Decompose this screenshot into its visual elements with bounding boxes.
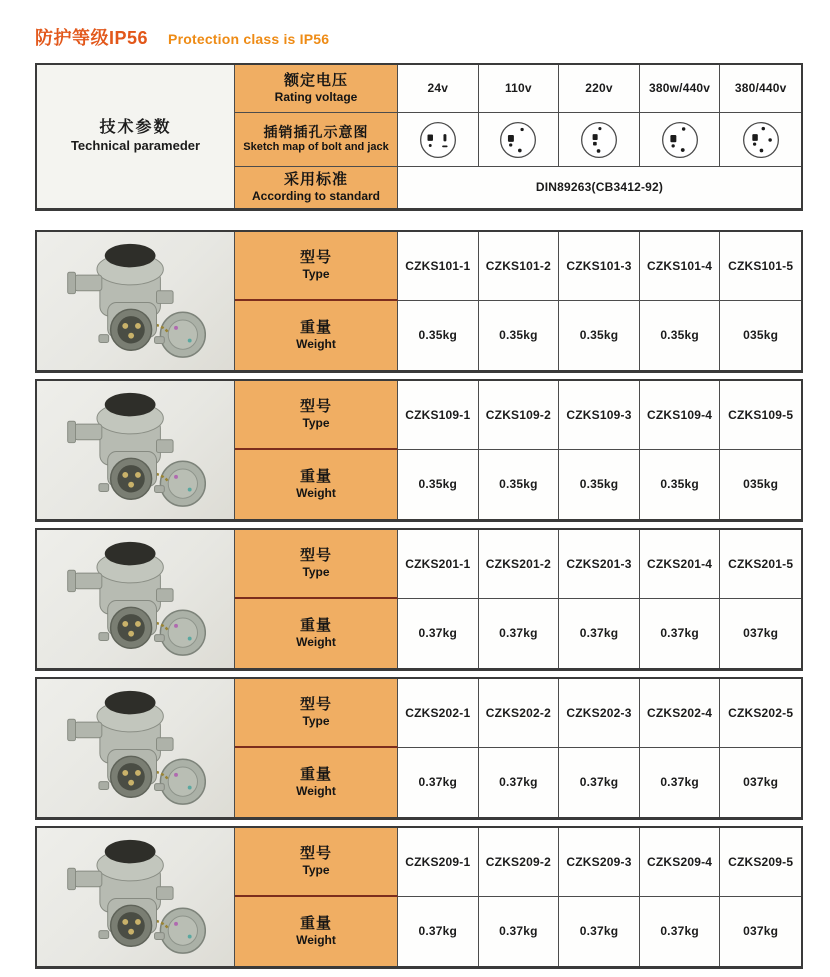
- model-cell: CZKS101-5: [720, 232, 801, 301]
- model-cell: CZKS209-1: [398, 828, 479, 897]
- type-label-zh: 型号: [299, 546, 332, 564]
- weight-cell: 0.37kg: [559, 897, 640, 966]
- socket-sketch-110v-icon: [497, 119, 539, 161]
- weight-cell: 0.35kg: [559, 301, 640, 370]
- standard-label-cell: [235, 167, 398, 208]
- product-photo-cell: [37, 679, 235, 817]
- product-photo-cell: [37, 381, 235, 519]
- weight-label-cell: [235, 599, 398, 668]
- type-label-zh: 型号: [299, 695, 332, 713]
- sketch-cell: [479, 113, 560, 167]
- weight-cell: 035kg: [720, 301, 801, 370]
- standard-label-zh: 采用标准: [283, 170, 348, 188]
- weight-cell: 0.35kg: [640, 301, 721, 370]
- weight-cell: 037kg: [720, 599, 801, 668]
- model-cell: CZKS202-1: [398, 679, 479, 748]
- model-cell: CZKS101-2: [479, 232, 560, 301]
- weight-cell: 0.35kg: [479, 450, 560, 519]
- weight-cell: 0.35kg: [398, 450, 479, 519]
- weight-cell: 0.37kg: [398, 599, 479, 668]
- model-cell: CZKS109-5: [720, 381, 801, 450]
- type-label-en: Type: [302, 714, 330, 729]
- weight-cell: 035kg: [720, 450, 801, 519]
- weight-cell: 0.37kg: [559, 599, 640, 668]
- voltage-cell: 380/440v: [720, 65, 801, 113]
- weight-label-en: Weight: [296, 635, 336, 650]
- technical-parameter-cell: [37, 65, 235, 208]
- type-label-zh: 型号: [299, 248, 332, 266]
- sketch-map-label-cell: [235, 113, 398, 167]
- weight-cell: 037kg: [720, 748, 801, 817]
- type-label-zh: 型号: [299, 397, 332, 415]
- type-label-zh: 型号: [299, 844, 332, 862]
- rating-voltage-label-en: Rating voltage: [274, 90, 358, 105]
- sketch-cell: [720, 113, 801, 167]
- socket-sketch-380w440v-icon: [659, 119, 701, 161]
- type-label-en: Type: [302, 863, 330, 878]
- sketch-map-label-zh: 插销插孔示意图: [263, 123, 369, 140]
- model-cell: CZKS202-5: [720, 679, 801, 748]
- weight-label-cell: [235, 748, 398, 817]
- page-title: [35, 24, 830, 50]
- sketch-cell: [398, 113, 479, 167]
- model-cell: CZKS109-1: [398, 381, 479, 450]
- product-photo-cell: [37, 828, 235, 966]
- technical-parameter-label-en: Technical parameder: [70, 138, 201, 154]
- technical-parameter-label-zh: 技术参数: [99, 119, 172, 137]
- weight-cell: 0.35kg: [479, 301, 560, 370]
- socket-sketch-220v-icon: [578, 119, 620, 161]
- weight-cell: 0.35kg: [559, 450, 640, 519]
- weight-label-en: Weight: [296, 933, 336, 948]
- model-cell: CZKS109-4: [640, 381, 721, 450]
- weight-label-en: Weight: [296, 486, 336, 501]
- weight-cell: 037kg: [720, 897, 801, 966]
- explosion-proof-plug-photo: [50, 836, 222, 958]
- weight-label-cell: [235, 301, 398, 370]
- type-label-cell: [235, 232, 398, 301]
- socket-sketch-380-440v-icon: [740, 119, 782, 161]
- explosion-proof-plug-photo: [50, 389, 222, 511]
- product-table-czks202: [35, 677, 803, 820]
- type-label-en: Type: [302, 267, 330, 282]
- socket-sketch-24v-icon: [417, 119, 459, 161]
- weight-cell: 0.37kg: [640, 897, 721, 966]
- weight-cell: 0.37kg: [398, 897, 479, 966]
- model-cell: CZKS101-1: [398, 232, 479, 301]
- weight-label-zh: 重量: [299, 318, 332, 336]
- weight-label-cell: [235, 450, 398, 519]
- explosion-proof-plug-photo: [50, 687, 222, 809]
- weight-cell: 0.35kg: [640, 450, 721, 519]
- weight-cell: 0.37kg: [479, 897, 560, 966]
- rating-voltage-label-zh: 额定电压: [283, 71, 348, 89]
- weight-label-zh: 重量: [299, 616, 332, 634]
- weight-label-en: Weight: [296, 337, 336, 352]
- type-label-cell: [235, 530, 398, 599]
- explosion-proof-plug-photo: [50, 240, 222, 362]
- product-table-czks101: [35, 230, 803, 373]
- model-cell: CZKS201-1: [398, 530, 479, 599]
- voltage-cell: 220v: [559, 65, 640, 113]
- model-cell: CZKS201-4: [640, 530, 721, 599]
- weight-label-zh: 重量: [299, 467, 332, 485]
- model-cell: CZKS201-5: [720, 530, 801, 599]
- voltage-cell: 110v: [479, 65, 560, 113]
- model-cell: CZKS202-3: [559, 679, 640, 748]
- type-label-en: Type: [302, 416, 330, 431]
- product-photo-cell: [37, 530, 235, 668]
- voltage-cell: 380w/440v: [640, 65, 721, 113]
- weight-cell: 0.37kg: [559, 748, 640, 817]
- protection-class-title-en: Protection class is IP56: [168, 31, 330, 47]
- explosion-proof-plug-photo: [50, 538, 222, 660]
- product-table-czks201: [35, 528, 803, 671]
- product-photo-cell: [37, 232, 235, 370]
- weight-cell: 0.35kg: [398, 301, 479, 370]
- model-cell: CZKS209-5: [720, 828, 801, 897]
- weight-label-en: Weight: [296, 784, 336, 799]
- model-cell: CZKS209-3: [559, 828, 640, 897]
- rating-voltage-label-cell: [235, 65, 398, 113]
- model-cell: CZKS202-2: [479, 679, 560, 748]
- sketch-cell: [559, 113, 640, 167]
- model-cell: CZKS201-2: [479, 530, 560, 599]
- standard-label-en: According to standard: [251, 189, 380, 204]
- technical-parameters-table: [35, 63, 803, 211]
- model-cell: CZKS209-2: [479, 828, 560, 897]
- weight-cell: 0.37kg: [640, 599, 721, 668]
- voltage-cell: 24v: [398, 65, 479, 113]
- standard-value-cell: DIN89263(CB3412-92): [398, 167, 801, 208]
- protection-class-title-zh: 防护等级IP56: [35, 28, 149, 48]
- type-label-cell: [235, 381, 398, 450]
- weight-cell: 0.37kg: [640, 748, 721, 817]
- model-cell: CZKS201-3: [559, 530, 640, 599]
- model-cell: CZKS209-4: [640, 828, 721, 897]
- model-cell: CZKS101-3: [559, 232, 640, 301]
- model-cell: CZKS109-2: [479, 381, 560, 450]
- weight-label-zh: 重量: [299, 914, 332, 932]
- type-label-cell: [235, 828, 398, 897]
- product-table-czks109: [35, 379, 803, 522]
- sketch-map-label-en: Sketch map of bolt and jack: [243, 141, 389, 154]
- product-table-czks209: [35, 826, 803, 969]
- model-cell: CZKS202-4: [640, 679, 721, 748]
- weight-label-cell: [235, 897, 398, 966]
- sketch-cell: [640, 113, 721, 167]
- model-cell: CZKS109-3: [559, 381, 640, 450]
- type-label-cell: [235, 679, 398, 748]
- weight-label-zh: 重量: [299, 765, 332, 783]
- weight-cell: 0.37kg: [479, 748, 560, 817]
- type-label-en: Type: [302, 565, 330, 580]
- model-cell: CZKS101-4: [640, 232, 721, 301]
- weight-cell: 0.37kg: [479, 599, 560, 668]
- weight-cell: 0.37kg: [398, 748, 479, 817]
